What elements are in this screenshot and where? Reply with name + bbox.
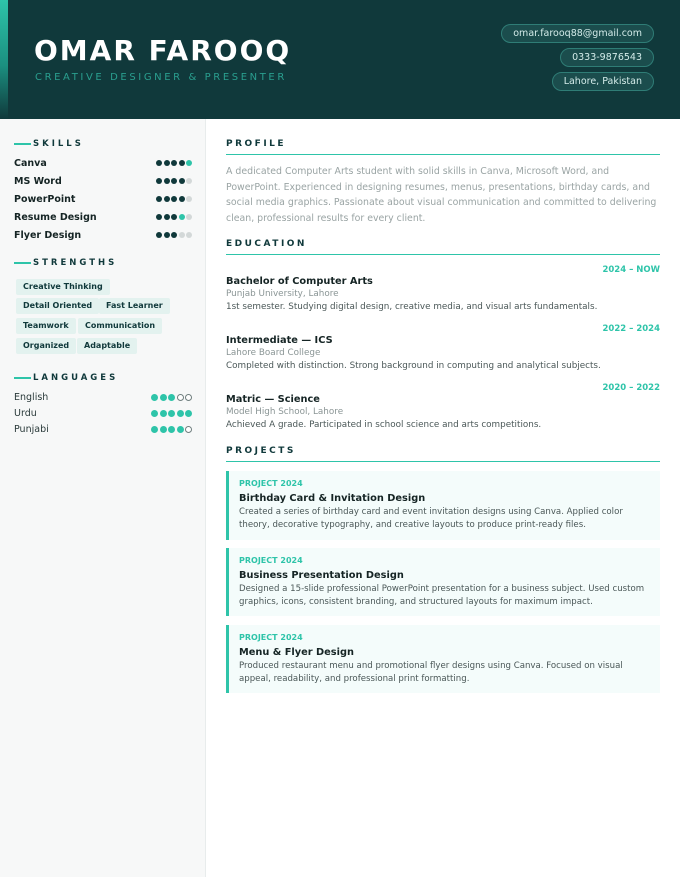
level-dot bbox=[171, 214, 177, 220]
level-dot bbox=[164, 214, 170, 220]
level-dot bbox=[168, 426, 175, 433]
skill-row bbox=[14, 156, 192, 170]
level-dot bbox=[186, 178, 192, 184]
level-dot bbox=[179, 232, 185, 238]
skill-name: PowerPoint bbox=[14, 193, 76, 205]
phone-pill[interactable]: 0333-9876543 bbox=[560, 48, 654, 67]
level-dot bbox=[179, 178, 185, 184]
profile-text: A dedicated Computer Arts student with solid skills in Canva, Microsoft Word, and PowerPoint. Experienced in designing resumes, menus, presentations, birthday cards, and social media graphics. Passionate about visual communication and committed to delivering clean, professional results for every client. bbox=[226, 166, 657, 224]
skill-row bbox=[14, 192, 192, 206]
language-name: Urdu bbox=[14, 407, 37, 419]
education-school: Lahore Board College bbox=[226, 348, 321, 358]
level-dot bbox=[160, 426, 167, 433]
education-school: Model High School, Lahore bbox=[226, 407, 344, 417]
education-degree: Matric — Science bbox=[226, 394, 320, 405]
skills-heading bbox=[14, 139, 84, 149]
level-dot bbox=[164, 178, 170, 184]
level-dot bbox=[171, 178, 177, 184]
level-dot bbox=[171, 232, 177, 238]
level-dot bbox=[160, 410, 167, 417]
level-dot bbox=[186, 232, 192, 238]
skill-level-dots bbox=[156, 160, 192, 166]
skill-name: Canva bbox=[14, 157, 47, 169]
profile-heading: PROFILE bbox=[226, 139, 660, 155]
skill-name: MS Word bbox=[14, 175, 62, 187]
skill-level-dots bbox=[156, 196, 192, 202]
project-card bbox=[226, 625, 660, 693]
project-card bbox=[226, 548, 660, 616]
level-dot bbox=[164, 160, 170, 166]
level-dot bbox=[151, 426, 158, 433]
level-dot bbox=[186, 160, 192, 166]
language-level-dots bbox=[151, 410, 192, 417]
languages-heading-label: LANGUAGES bbox=[33, 373, 119, 383]
language-name: Punjabi bbox=[14, 423, 49, 435]
strengths-heading bbox=[14, 258, 117, 268]
strength-tag: Teamwork bbox=[16, 318, 76, 334]
level-dot bbox=[160, 394, 167, 401]
heading-dash bbox=[14, 377, 31, 379]
language-row bbox=[14, 422, 192, 436]
level-dot bbox=[185, 410, 192, 417]
strength-tag: Communication bbox=[78, 318, 162, 334]
education-date: 2024 – NOW bbox=[602, 265, 660, 275]
project-label: PROJECT 2024 bbox=[239, 479, 303, 488]
strength-tag: Detail Oriented bbox=[16, 298, 99, 314]
email-pill[interactable]: omar.farooq88@gmail.com bbox=[501, 24, 654, 43]
skill-row bbox=[14, 210, 192, 224]
level-dot bbox=[186, 196, 192, 202]
education-heading: EDUCATION bbox=[226, 239, 660, 255]
level-dot bbox=[168, 394, 175, 401]
project-title: Menu & Flyer Design bbox=[239, 647, 354, 658]
level-dot bbox=[156, 196, 162, 202]
project-description: Designed a 15-slide professional PowerPoint presentation for a business subject. Used custom graphics, icons, consistent branding, and structured layouts for maximum impact. bbox=[239, 584, 645, 607]
heading-dash bbox=[14, 143, 31, 145]
level-dot bbox=[177, 426, 184, 433]
languages-heading bbox=[14, 373, 118, 383]
level-dot bbox=[171, 160, 177, 166]
strength-tag: Fast Learner bbox=[99, 298, 170, 314]
candidate-tagline: CREATIVE DESIGNER & PRESENTER bbox=[35, 72, 287, 83]
level-dot bbox=[151, 410, 158, 417]
education-description: 1st semester. Studying digital design, creative media, and visual arts fundamentals. bbox=[226, 302, 598, 312]
level-dot bbox=[179, 160, 185, 166]
project-title: Business Presentation Design bbox=[239, 570, 404, 581]
strength-tag: Creative Thinking bbox=[16, 279, 110, 295]
language-name: English bbox=[14, 391, 49, 403]
project-card bbox=[226, 471, 660, 540]
strengths-heading-label: STRENGTHS bbox=[33, 258, 118, 268]
level-dot bbox=[177, 394, 184, 401]
level-dot bbox=[186, 214, 192, 220]
level-dot bbox=[164, 196, 170, 202]
strength-tag: Organized bbox=[16, 338, 76, 354]
level-dot bbox=[171, 196, 177, 202]
level-dot bbox=[164, 232, 170, 238]
skill-level-dots bbox=[156, 232, 192, 238]
candidate-name: OMAR FAROOQ bbox=[34, 34, 292, 67]
education-description: Achieved A grade. Participated in school science and arts competitions. bbox=[226, 420, 542, 430]
language-row bbox=[14, 406, 192, 420]
skill-level-dots bbox=[156, 214, 192, 220]
project-label: PROJECT 2024 bbox=[239, 556, 303, 565]
level-dot bbox=[179, 196, 185, 202]
location-pill: Lahore, Pakistan bbox=[552, 72, 654, 91]
skill-name: Resume Design bbox=[14, 211, 97, 223]
level-dot bbox=[156, 160, 162, 166]
level-dot bbox=[156, 232, 162, 238]
header-accent-bar bbox=[0, 0, 8, 119]
skills-heading-label: SKILLS bbox=[33, 139, 84, 149]
level-dot bbox=[185, 394, 192, 401]
skill-row bbox=[14, 174, 192, 188]
skill-row bbox=[14, 228, 192, 242]
skill-level-dots bbox=[156, 178, 192, 184]
project-description: Produced restaurant menu and promotional flyer designs using Canva. Focused on visual appeal, readability, and professional print formatting. bbox=[239, 661, 623, 684]
strength-tag: Adaptable bbox=[77, 338, 137, 354]
project-label: PROJECT 2024 bbox=[239, 633, 303, 642]
resume-header bbox=[0, 0, 680, 119]
education-description: Completed with distinction. Strong background in computing and analytical subjects. bbox=[226, 361, 601, 371]
level-dot bbox=[151, 394, 158, 401]
education-degree: Intermediate — ICS bbox=[226, 335, 333, 346]
language-level-dots bbox=[151, 394, 192, 401]
heading-dash bbox=[14, 262, 31, 264]
projects-heading: PROJECTS bbox=[226, 446, 660, 462]
language-level-dots bbox=[151, 426, 192, 433]
project-title: Birthday Card & Invitation Design bbox=[239, 493, 426, 504]
education-date: 2020 – 2022 bbox=[602, 383, 660, 393]
education-degree: Bachelor of Computer Arts bbox=[226, 276, 373, 287]
education-school: Punjab University, Lahore bbox=[226, 289, 339, 299]
level-dot bbox=[177, 410, 184, 417]
level-dot bbox=[156, 178, 162, 184]
level-dot bbox=[185, 426, 192, 433]
project-description: Created a series of birthday card and event invitation designs using Canva. Applied color theory, decorative typography, and creative layouts to produce print-ready files. bbox=[239, 507, 623, 530]
level-dot bbox=[168, 410, 175, 417]
level-dot bbox=[179, 214, 185, 220]
skill-name: Flyer Design bbox=[14, 229, 82, 241]
language-row bbox=[14, 390, 192, 404]
level-dot bbox=[156, 214, 162, 220]
education-date: 2022 – 2024 bbox=[602, 324, 660, 334]
